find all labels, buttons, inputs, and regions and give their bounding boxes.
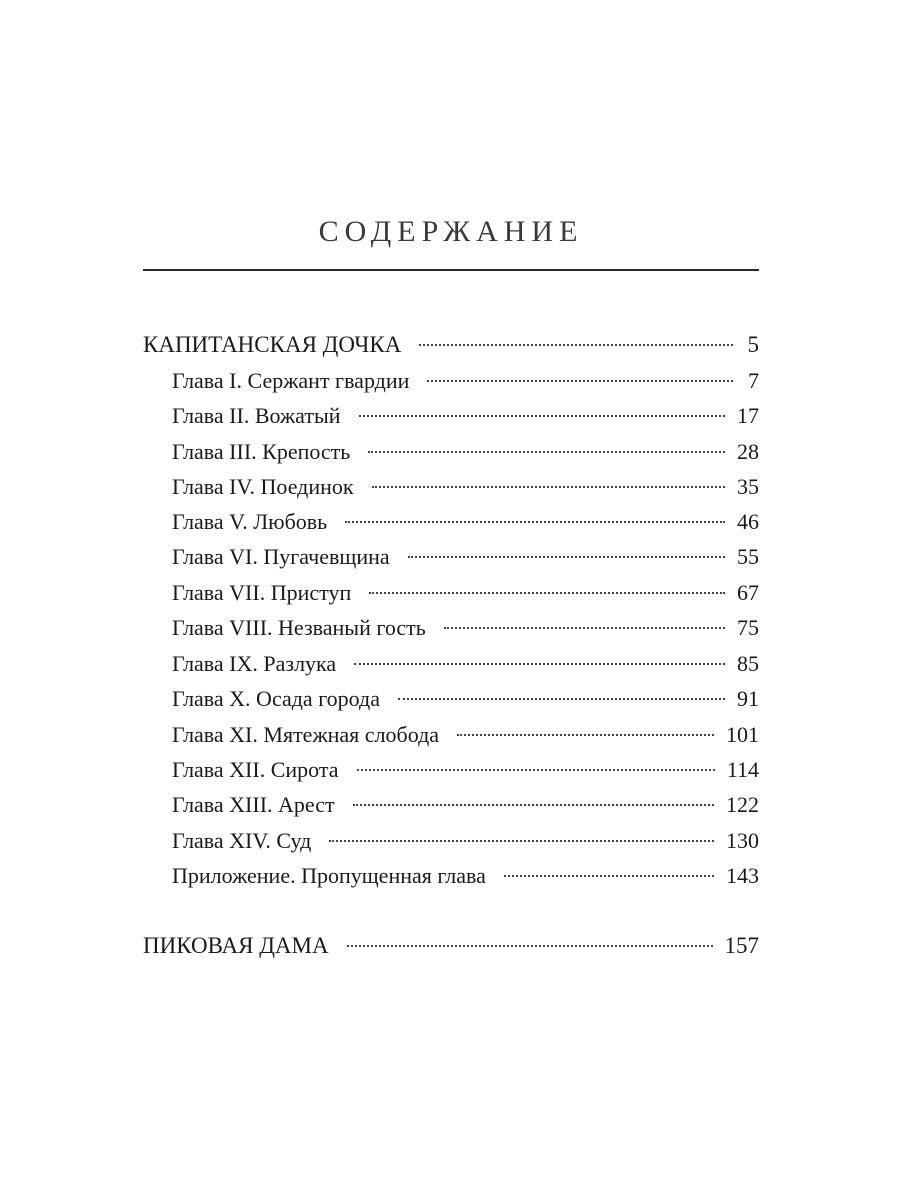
toc-entry-page: 157	[724, 933, 759, 958]
toc-entry-page: 85	[737, 651, 759, 676]
dot-leader	[359, 415, 725, 417]
dot-leader	[372, 486, 725, 488]
toc-entry-page: 143	[726, 863, 759, 888]
toc-entry-chapter	[143, 684, 759, 714]
toc-entry-chapter	[143, 826, 759, 856]
toc-entry-page: 122	[726, 792, 759, 817]
toc-entry-page: 75	[737, 615, 759, 640]
toc-entry-chapter	[143, 366, 759, 396]
toc-entry-chapter	[143, 437, 759, 467]
toc-entry-title: Глава VII. Приступ	[172, 580, 352, 605]
toc-entry-title: КАПИТАНСКАЯ ДОЧКА	[143, 332, 402, 357]
toc-entry-title: ПИКОВАЯ ДАМА	[143, 933, 329, 958]
dot-leader	[368, 451, 725, 453]
toc-entry-page: 35	[737, 474, 759, 499]
toc-entry-title: Глава IV. Поединок	[172, 474, 354, 499]
toc-entry-title: Глава XIII. Арест	[172, 792, 335, 817]
toc-entry-page: 7	[748, 368, 759, 393]
toc-entry-chapter	[143, 507, 759, 537]
dot-leader	[427, 380, 733, 382]
toc-entry-page: 67	[737, 580, 759, 605]
toc-entry-title: Глава VI. Пугачевщина	[172, 544, 390, 569]
toc-entry-chapter	[143, 613, 759, 643]
toc-entry-part	[143, 330, 759, 360]
toc-entry-page: 55	[737, 544, 759, 569]
toc-entry-chapter	[143, 861, 759, 891]
dot-leader	[457, 734, 714, 736]
toc-entry-title: Глава X. Осада города	[172, 686, 381, 711]
dot-leader	[357, 769, 715, 771]
heading-rule	[143, 269, 759, 271]
toc-entry-title: Глава XIV. Суд	[172, 828, 312, 853]
toc-entry-title: Глава XII. Сирота	[172, 757, 339, 782]
dot-leader	[329, 840, 714, 842]
toc-entry-page: 5	[747, 332, 759, 357]
toc-entry-chapter	[143, 578, 759, 608]
toc-entry-page: 46	[737, 509, 759, 534]
toc-entry-title: Приложение. Пропущенная глава	[172, 863, 486, 888]
toc-entry-chapter	[143, 755, 759, 785]
toc-entry-title: Глава IX. Разлука	[172, 651, 337, 676]
toc-entry-page: 28	[737, 439, 759, 464]
toc-entry-title: Глава III. Крепость	[172, 439, 351, 464]
toc-entry-page: 17	[737, 403, 759, 428]
dot-leader	[369, 592, 725, 594]
dot-leader	[347, 945, 713, 947]
dot-leader	[345, 521, 725, 523]
toc-entry-page: 91	[737, 686, 759, 711]
toc-entry-page: 101	[726, 722, 759, 747]
toc-heading: СОДЕРЖАНИЕ	[318, 215, 584, 248]
toc-entry-page: 130	[726, 828, 759, 853]
toc-entry-chapter	[143, 401, 759, 431]
toc-entry-page: 114	[726, 757, 759, 782]
toc-entry-chapter	[143, 720, 759, 750]
dot-leader	[354, 663, 725, 665]
dot-leader	[419, 344, 733, 346]
toc-entry-chapter	[143, 649, 759, 679]
toc-entry-chapter	[143, 542, 759, 572]
dot-leader	[398, 698, 725, 700]
dot-leader	[408, 556, 725, 558]
toc-entry-title: Глава V. Любовь	[172, 509, 328, 534]
dot-leader	[353, 804, 714, 806]
toc-entry-title: Глава XI. Мятежная слобода	[172, 722, 440, 747]
dot-leader	[504, 875, 714, 877]
dot-leader	[444, 627, 725, 629]
toc-entry-chapter	[143, 472, 759, 502]
toc-entry-title: Глава VIII. Незваный гость	[172, 615, 426, 640]
toc-entry-chapter	[143, 790, 759, 820]
toc-entry-title: Глава II. Вожатый	[172, 403, 341, 428]
toc-entry-part	[143, 931, 759, 961]
toc-entry-title: Глава I. Сержант гвардии	[172, 368, 410, 393]
